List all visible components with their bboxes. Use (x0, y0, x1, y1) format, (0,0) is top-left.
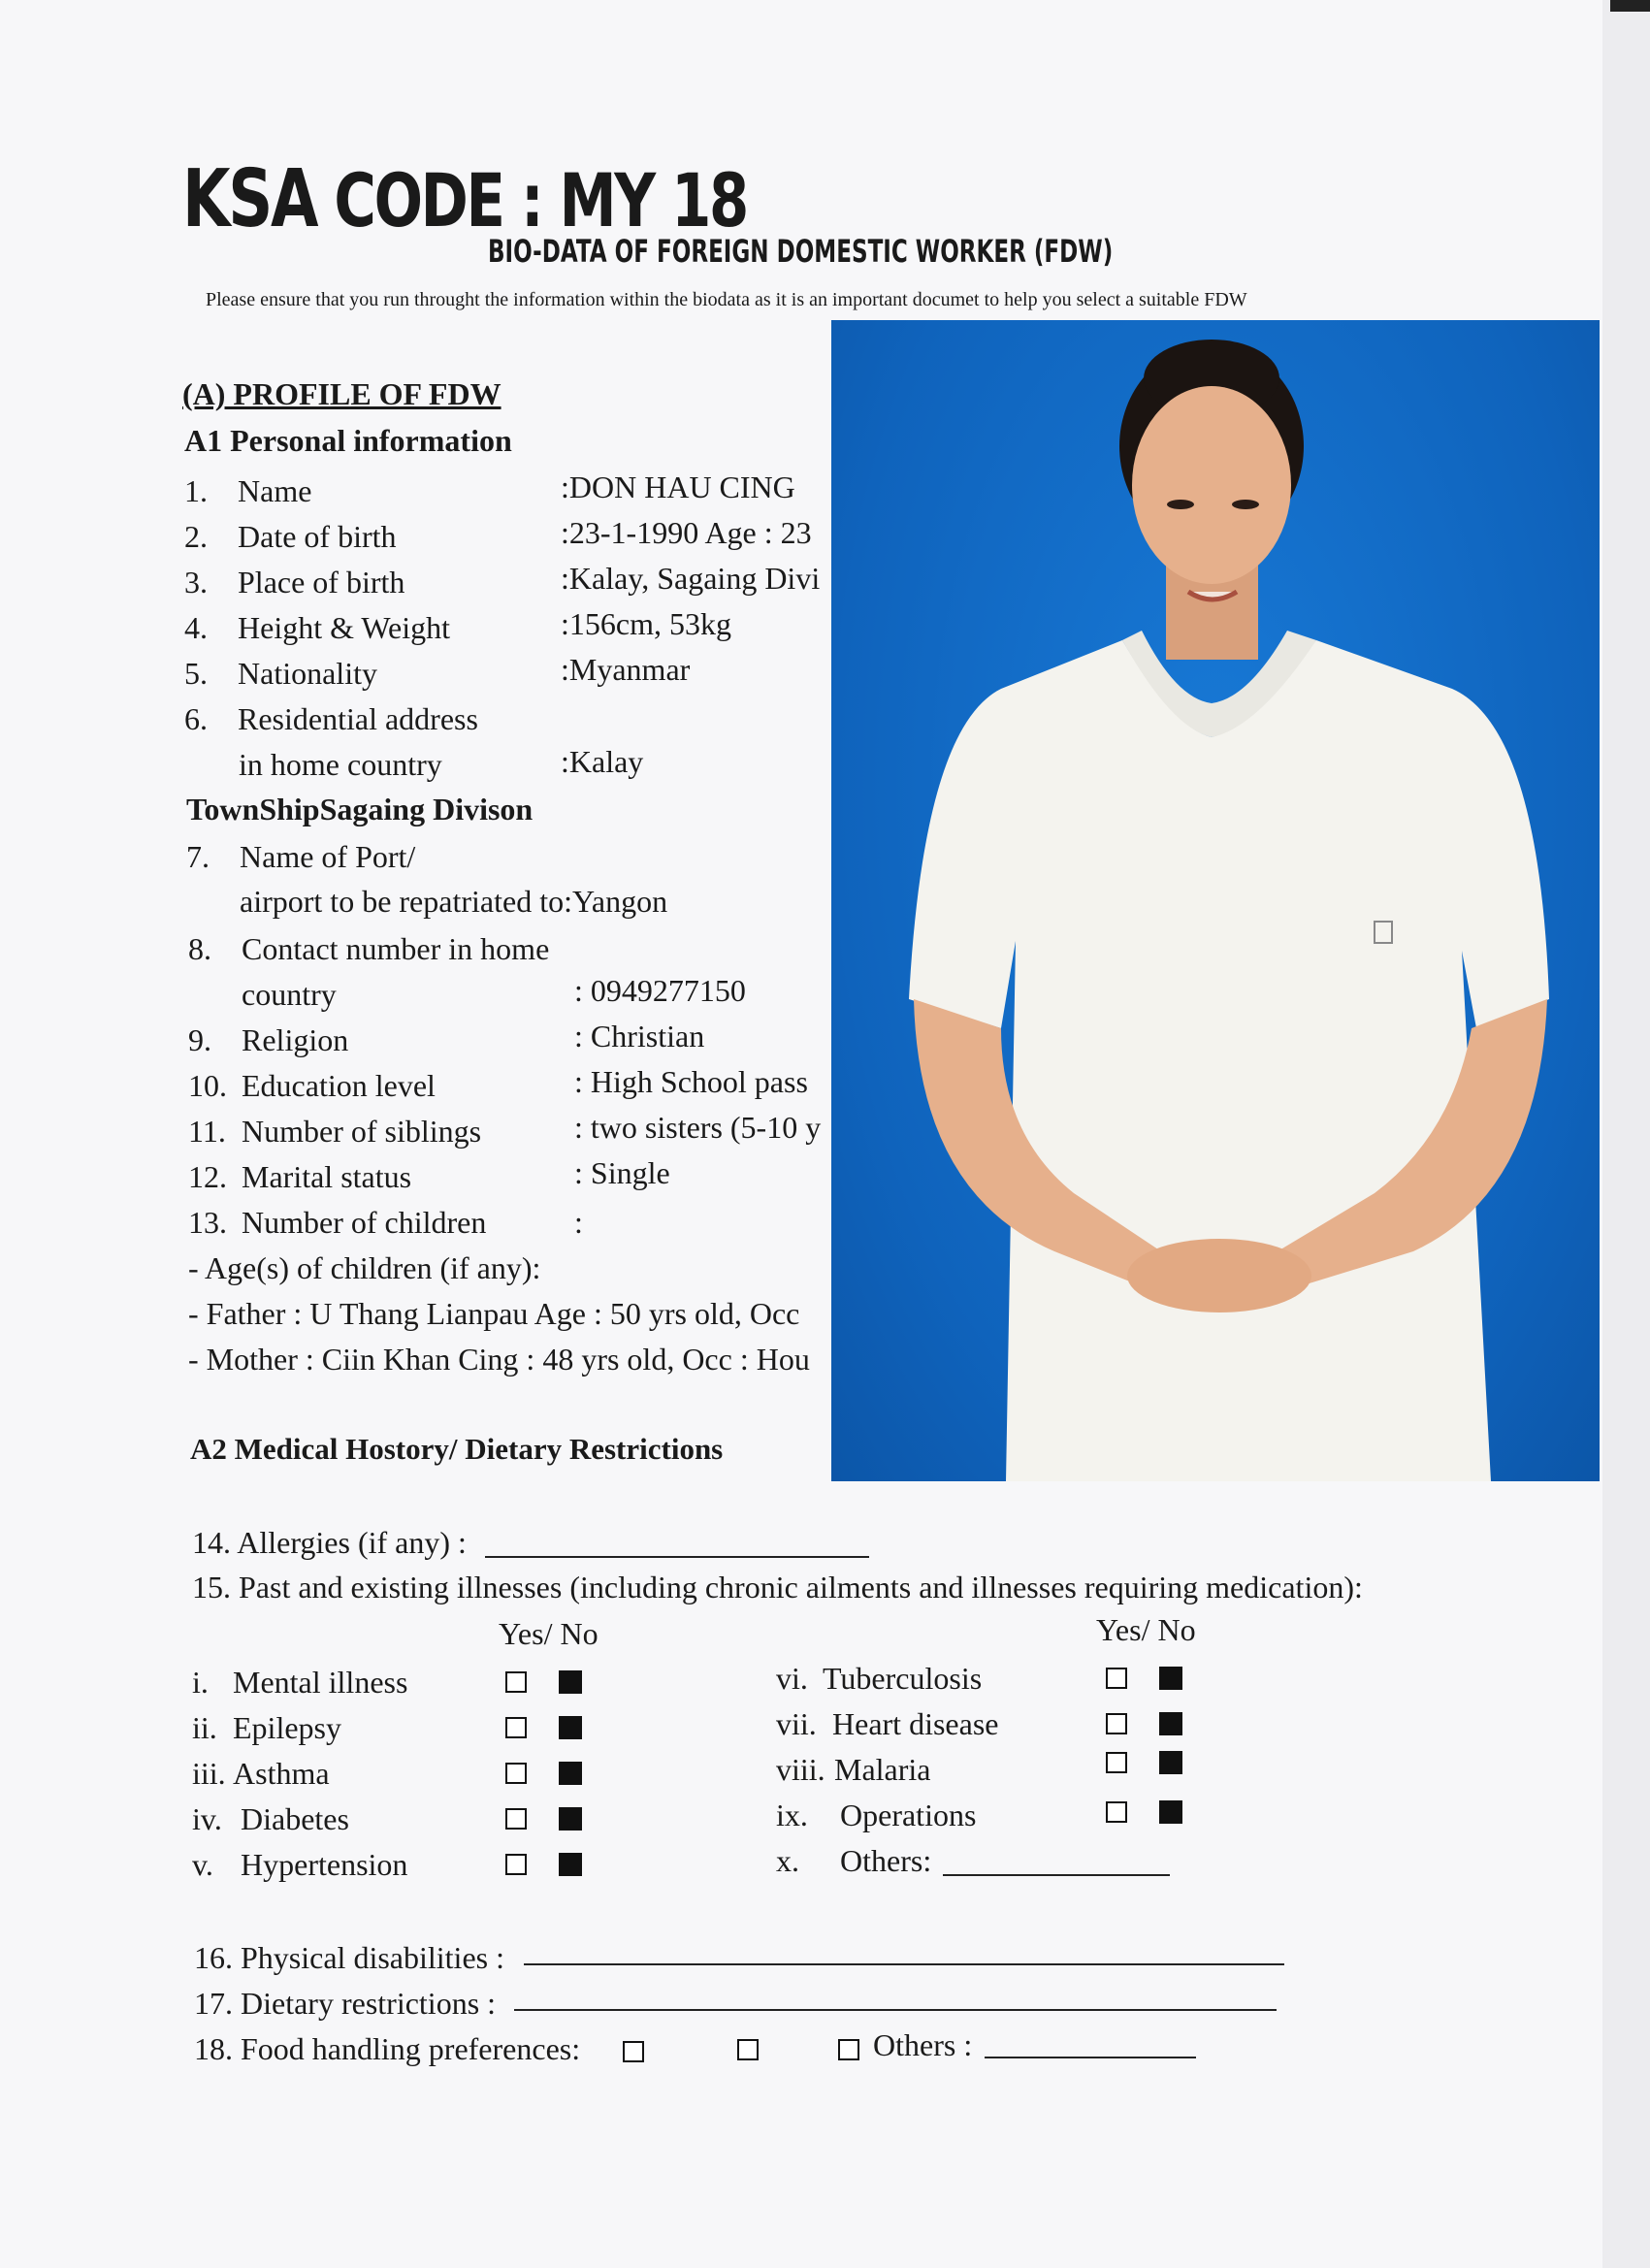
no-checkbox-checked[interactable] (559, 1716, 582, 1739)
portrait-illustration (831, 320, 1600, 1481)
field-label-dob: Date of birth (238, 519, 397, 554)
field-value-pob: :Kalay, Sagaing Divi (561, 561, 821, 596)
illness-heart-disease: Heart disease (832, 1706, 999, 1741)
food-pref-checkbox-2[interactable] (737, 2039, 759, 2060)
field-num: 3. (184, 565, 208, 599)
section-a-heading: (A) PROFILE OF FDW (182, 376, 501, 411)
illness-num: vii. (776, 1706, 817, 1741)
no-checkbox-checked[interactable] (559, 1853, 582, 1876)
field-label-address: Residential address (238, 701, 478, 736)
yes-no-header-right: Yes/ No (1096, 1612, 1196, 1647)
ksa-label: KSA (182, 153, 317, 245)
field-num: 4. (184, 610, 208, 645)
field-label-pob: Place of birth (238, 565, 405, 599)
father-line: - Father : U Thang Lianpau Age : 50 yrs old, Occ (188, 1296, 800, 1331)
field-label-name: Name (238, 473, 312, 508)
illness-num: x. (776, 1843, 799, 1878)
food-pref-checkbox-others[interactable] (838, 2039, 859, 2060)
field-value-nationality: :Myanmar (561, 652, 691, 687)
field-label-port-2: airport to be repatriated to:Yangon (240, 884, 668, 919)
field-value-contact: : 0949277150 (574, 973, 746, 1008)
yes-checkbox[interactable] (505, 1854, 527, 1875)
yes-checkbox[interactable] (1106, 1752, 1127, 1773)
mother-line: - Mother : Ciin Khan Cing : 48 yrs old, Occ : Hou (188, 1342, 810, 1377)
field-num: 10. (188, 1068, 227, 1103)
field-value-religion: : Christian (574, 1019, 705, 1053)
field-num: 13. (188, 1205, 227, 1240)
field-label-marital: Marital status (242, 1159, 412, 1194)
yes-checkbox[interactable] (1106, 1713, 1127, 1734)
no-checkbox-checked[interactable] (1159, 1667, 1182, 1690)
children-ages: - Age(s) of children (if any): (188, 1250, 541, 1285)
illness-num: iv. (192, 1801, 222, 1836)
illness-num: v. (192, 1847, 213, 1882)
food-handling-label: 18. Food handling preferences: (194, 2031, 581, 2066)
field-num: 5. (184, 656, 208, 691)
field-value-children: : (574, 1205, 583, 1240)
field-num: 9. (188, 1022, 211, 1057)
field-value-education: : High School pass (574, 1064, 808, 1099)
yes-checkbox[interactable] (1106, 1668, 1127, 1689)
code-label: CODE : MY 18 (334, 157, 747, 243)
worker-photo (831, 320, 1600, 1481)
food-pref-checkbox-1[interactable] (623, 2041, 644, 2062)
page-edge (1602, 0, 1650, 2268)
field-label-contact-2: country (242, 977, 337, 1012)
a2-heading: A2 Medical Hostory/ Dietary Restrictions (190, 1432, 724, 1466)
field-num: 12. (188, 1159, 227, 1194)
field-value-height-weight: :156cm, 53kg (561, 606, 731, 641)
illness-num: ii. (192, 1710, 217, 1745)
no-checkbox-checked[interactable] (1159, 1800, 1182, 1824)
instruction-note: Please ensure that you run throught the information within the biodata as it is an important documet to help you select a suitable FDW (206, 289, 1247, 310)
no-checkbox-checked[interactable] (1159, 1751, 1182, 1774)
illness-diabetes: Diabetes (241, 1801, 349, 1836)
field-value-name: :DON HAU CING (561, 470, 795, 504)
dietary-restrictions-label: 17. Dietary restrictions : (194, 1986, 497, 2021)
field-label-religion: Religion (242, 1022, 349, 1057)
illness-mental: Mental illness (233, 1665, 408, 1700)
field-label-port: Name of Port/ (240, 839, 416, 874)
illness-epilepsy: Epilepsy (233, 1710, 341, 1745)
a1-heading: A1 Personal information (184, 423, 512, 458)
no-checkbox-checked[interactable] (559, 1762, 582, 1785)
physical-disabilities-blank (524, 1963, 1284, 1965)
yes-no-header-left: Yes/ No (499, 1616, 599, 1651)
illness-num: vi. (776, 1661, 808, 1696)
illness-others: Others: (840, 1843, 932, 1878)
township-line: TownShipSagaing Divison (186, 792, 534, 826)
illness-hypertension: Hypertension (241, 1847, 408, 1882)
field-label-education: Education level (242, 1068, 436, 1103)
no-checkbox-checked[interactable] (1159, 1712, 1182, 1735)
yes-checkbox[interactable] (505, 1763, 527, 1784)
field-num: 6. (184, 701, 208, 736)
illness-num: ix. (776, 1798, 808, 1832)
ksa-code-title (182, 153, 747, 245)
illnesses-label: 15. Past and existing illnesses (including chronic ailments and illnesses requiring medication): (192, 1570, 1363, 1604)
field-label-nationality: Nationality (238, 656, 377, 691)
field-value-marital: : Single (574, 1155, 670, 1190)
field-label-contact: Contact number in home (242, 931, 550, 966)
yes-checkbox[interactable] (505, 1808, 527, 1830)
food-others-label: Others : (873, 2027, 973, 2062)
illness-operations: Operations (840, 1798, 977, 1832)
illness-asthma: Asthma (233, 1756, 330, 1791)
others-blank (943, 1874, 1170, 1876)
illness-num: viii. (776, 1752, 825, 1787)
no-checkbox-checked[interactable] (559, 1807, 582, 1831)
field-value-address: :Kalay (561, 744, 644, 779)
field-label-height-weight: Height & Weight (238, 610, 451, 645)
field-label-address-2: in home country (239, 747, 442, 782)
scan-mark (1610, 0, 1650, 12)
field-label-children: Number of children (242, 1205, 487, 1240)
biodata-subtitle: BIO-DATA OF FOREIGN DOMESTIC WORKER (FDW) (488, 233, 1114, 270)
yes-checkbox[interactable] (505, 1671, 527, 1693)
illness-num: i. (192, 1665, 209, 1700)
allergies-blank (485, 1556, 869, 1558)
allergies-label: 14. Allergies (if any) : (192, 1525, 467, 1560)
illness-malaria: Malaria (834, 1752, 931, 1787)
field-num: 8. (188, 931, 211, 966)
no-checkbox-checked[interactable] (559, 1670, 582, 1694)
physical-disabilities-label: 16. Physical disabilities : (194, 1940, 504, 1975)
yes-checkbox[interactable] (1106, 1801, 1127, 1823)
food-others-blank (985, 2057, 1196, 2058)
illness-num: iii. (192, 1756, 226, 1791)
illness-tuberculosis: Tuberculosis (823, 1661, 983, 1696)
yes-checkbox[interactable] (505, 1717, 527, 1738)
field-num: 2. (184, 519, 208, 554)
field-num: 11. (188, 1114, 226, 1149)
field-label-siblings: Number of siblings (242, 1114, 482, 1149)
field-num: 7. (186, 839, 210, 874)
field-value-siblings: : two sisters (5-10 y (574, 1110, 822, 1145)
field-value-dob: :23-1-1990 Age : 23 (561, 515, 812, 550)
dietary-restrictions-blank (514, 2009, 1277, 2011)
field-num: 1. (184, 473, 208, 508)
